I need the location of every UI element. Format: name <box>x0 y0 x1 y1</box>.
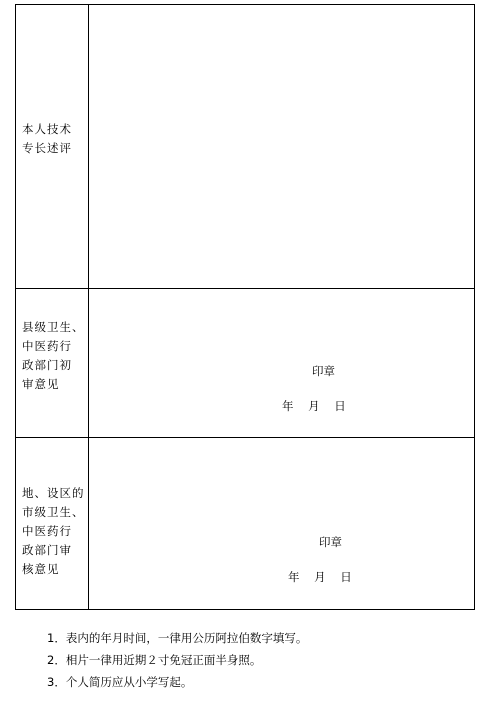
label-cell <box>16 289 89 437</box>
technical-review-field[interactable] <box>89 5 474 288</box>
label-cell <box>16 5 89 288</box>
notes-list <box>47 627 307 693</box>
row-label-county-review: 县级卫生、 中医药行 政部门初 审意见 <box>22 320 85 391</box>
table-row-technical-review <box>16 5 474 289</box>
row-label-city-review: 地、设区的 市级卫生、 中医药行 政部门审 核意见 <box>22 486 85 576</box>
note-item: 1．表内的年月时间，一律用公历阿拉伯数字填写。 <box>47 631 308 645</box>
table-row-city-review <box>16 438 474 609</box>
date-label: 年 月 日 <box>288 570 352 584</box>
note-item: 3．个人简历应从小学写起。 <box>47 675 193 689</box>
city-review-field[interactable] <box>89 438 474 609</box>
seal-label: 印章 <box>319 535 342 549</box>
note-item: 2．相片一律用近期２寸免冠正面半身照。 <box>47 653 262 667</box>
table-row-county-review <box>16 289 474 438</box>
label-cell <box>16 438 89 609</box>
form-table <box>15 4 475 610</box>
row-label-technical-review: 本人技术 专长述评 <box>22 122 72 155</box>
county-review-field[interactable] <box>89 289 474 437</box>
seal-label: 印章 <box>312 364 335 378</box>
date-label: 年 月 日 <box>282 399 346 413</box>
